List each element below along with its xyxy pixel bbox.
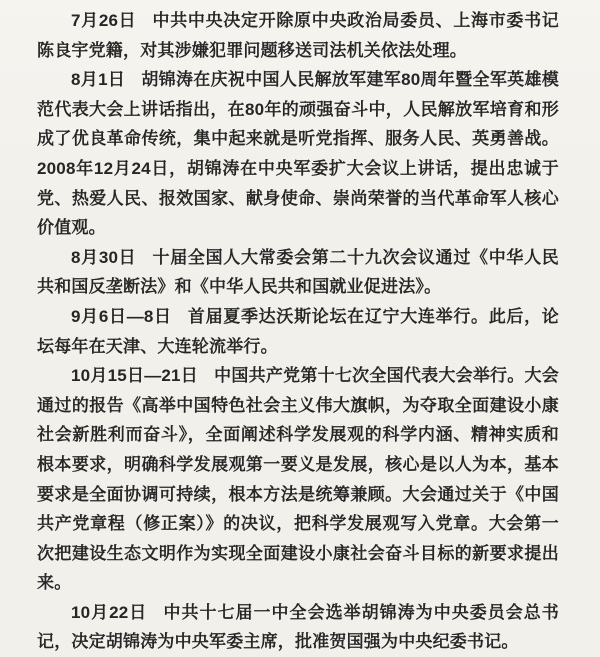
chronology-entry (37, 598, 559, 657)
chronology-entry (37, 6, 559, 65)
entry-text: 首届夏季达沃斯论坛在辽宁大连举行。此后，论坛每年在天津、大连轮流举行。 (37, 306, 560, 356)
chronology-entry (37, 65, 559, 243)
chronology-entry (37, 361, 559, 598)
entry-text: 中共十七届一中全会选举胡锦涛为中央委员会总书记，决定胡锦涛为中央军委主席，批准贺国强为中央纪委书记。 (37, 602, 559, 652)
entry-date: 8月30日 (71, 247, 137, 267)
entry-date: 9月6日—8日 (71, 306, 172, 326)
entry-text: 中国共产党第十七次全国代表大会举行。大会通过的报告《高举中国特色社会主义伟大旗帜，为夺取全面建设小康社会新胜利而奋斗》，全面阐述科学发展观的科学内涵、精神实质和根本要求，明确科学发展观第一要义是发展，核心是以人为本，基本要求是全面协调可持续，根本方法是统筹兼顾。大会通过关于《中国共产党章程（修正案）》的决议，把科学发展观写入党章。大会第一次把建设生态文明作为实现全面建设小康社会奋斗目标的新要求提出来。 (37, 366, 559, 593)
entry-date: 7月26日 (71, 11, 137, 30)
entry-text: 中共中央决定开除原中央政治局委员、上海市委书记陈良宇党籍，对其涉嫌犯罪问题移送司法机关依法处理。 (37, 11, 559, 60)
entry-text: 胡锦涛在庆祝中国人民解放军建军80周年暨全军英雄模范代表大会上讲话指出，在80年的顽强奋斗中，人民解放军培育和形成了优良革命传统，集中起来就是听党指挥、服务人民、英勇善战。2008年12月24日，胡锦涛在中央军委扩大会议上讲话，提出忠诚于党、热爱人民、报效国家、献身使命、崇尚荣誉的当代革命军人核心价值观。 (37, 70, 559, 238)
entry-date: 8月1日 (71, 70, 126, 90)
entry-date: 10月15日—21日 (71, 366, 198, 386)
entry-date: 10月22日 (71, 602, 148, 622)
entry-text: 十届全国人大常委会第二十九次会议通过《中华人民共和国反垄断法》和《中华人民共和国就业促进法》。 (37, 247, 559, 297)
chronology-entry (37, 243, 559, 302)
chronology-entry (37, 302, 559, 361)
